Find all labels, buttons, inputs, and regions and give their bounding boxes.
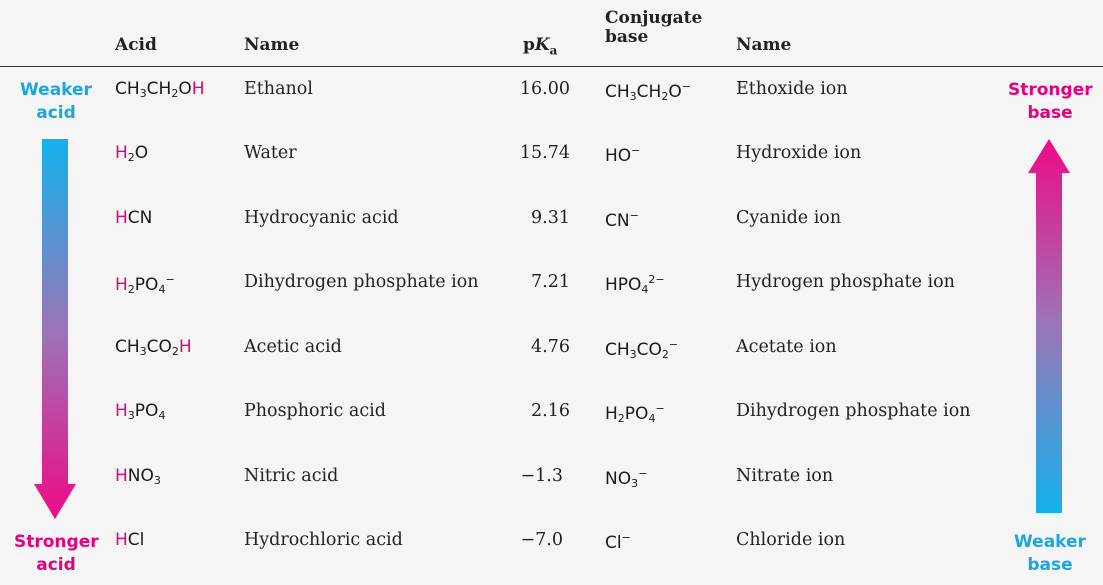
base-formula: HO−	[605, 144, 641, 166]
header-rule	[0, 66, 1103, 67]
header-acid: Acid	[115, 35, 157, 55]
acid-formula: $HNO_3$	[115, 466, 161, 487]
pka-value: 7.21	[531, 272, 570, 292]
weaker-acid-label: Weaker acid	[20, 80, 92, 123]
base-formula: $HPO_4^{2-}$	[605, 273, 665, 296]
acid-name: Phosphoric acid	[244, 401, 386, 421]
base-formula: $CH_3CH_2O^-$	[605, 80, 691, 103]
base-name: Chloride ion	[736, 530, 846, 550]
acid-formula: $H_2PO_4^-$	[115, 273, 175, 296]
base-formula: $H_2PO_4^-$	[605, 402, 665, 425]
header-acid-name: Name	[244, 35, 300, 55]
pka-value: −1.3	[520, 466, 563, 486]
header-base-name: Name	[736, 35, 792, 55]
header-pka: $pK_a$	[523, 35, 558, 58]
base-name: Ethoxide ion	[736, 79, 848, 99]
weaker-base-label: Weaker base	[1014, 532, 1086, 575]
pka-value: −7.0	[520, 530, 563, 550]
acid-strength-arrow-icon	[34, 139, 78, 521]
acid-formula: $CH_3CH_2OH$	[115, 79, 205, 100]
stronger-base-label: Stronger base	[1008, 80, 1093, 123]
base-name: Acetate ion	[736, 337, 837, 357]
acid-name: Dihydrogen phosphate ion	[244, 272, 479, 292]
base-name: Dihydrogen phosphate ion	[736, 401, 971, 421]
acid-name: Hydrocyanic acid	[244, 208, 399, 228]
base-name: Hydroxide ion	[736, 143, 862, 163]
acid-formula: $H_2O$	[115, 143, 149, 164]
acid-name: Acetic acid	[244, 337, 342, 357]
header-conjugate-base: Conjugate base	[605, 8, 703, 47]
base-name: Hydrogen phosphate ion	[736, 272, 955, 292]
base-formula: $NO_3^-$	[605, 467, 648, 490]
stronger-acid-label: Stronger acid	[14, 532, 99, 575]
pka-value: 9.31	[531, 208, 570, 228]
pka-value: 4.76	[531, 337, 570, 357]
base-formula: Cl−	[605, 531, 631, 553]
base-formula: $CH_3CO_2^-$	[605, 338, 679, 361]
acid-name: Water	[244, 143, 297, 163]
acid-formula: $H_3PO_4$	[115, 401, 166, 422]
base-formula: CN−	[605, 209, 639, 231]
base-name: Cyanide ion	[736, 208, 842, 228]
acid-name: Ethanol	[244, 79, 313, 99]
acid-formula: HCl	[115, 530, 145, 550]
base-name: Nitrate ion	[736, 466, 834, 486]
base-strength-arrow-icon	[1028, 139, 1072, 515]
acid-formula: $CH_3CO_2H$	[115, 337, 192, 358]
pka-value: 16.00	[519, 79, 570, 99]
acid-name: Nitric acid	[244, 466, 339, 486]
acid-formula: HCN	[115, 208, 153, 228]
pka-value: 15.74	[519, 143, 570, 163]
acid-name: Hydrochloric acid	[244, 530, 403, 550]
pka-value: 2.16	[531, 401, 570, 421]
